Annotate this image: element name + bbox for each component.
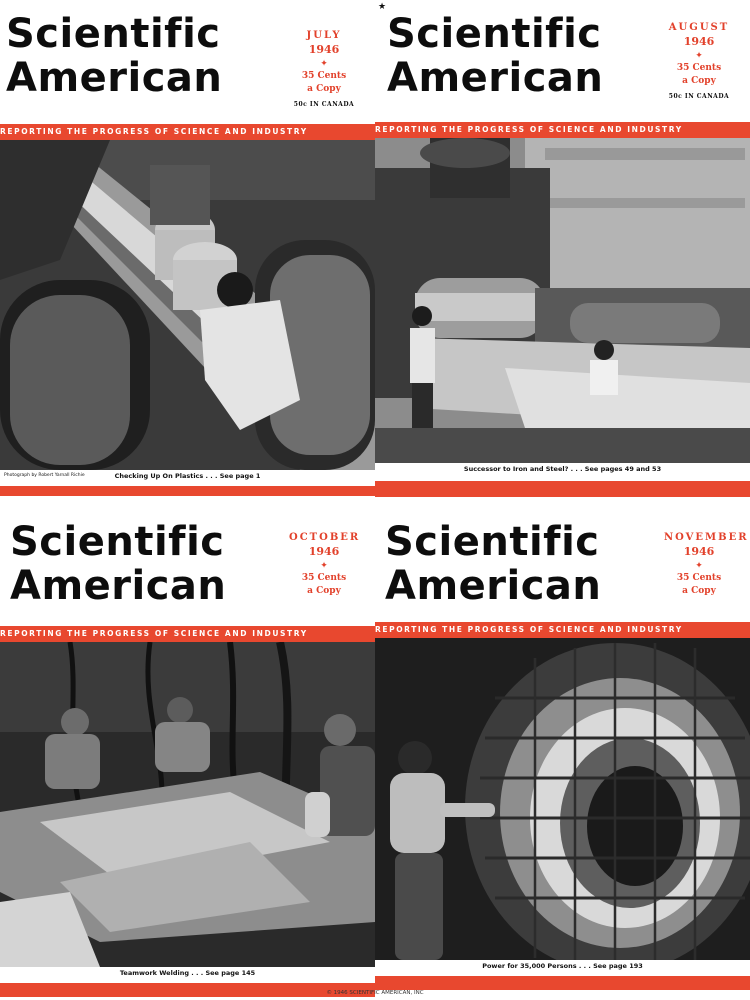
issue-year: 1946 (683, 545, 715, 558)
canada-price: 50c IN CANADA (293, 101, 355, 108)
caption-area (0, 967, 375, 981)
tagline-band: REPORTING THE PROGRESS OF SCIENCE AND INDUSTRY (375, 622, 750, 638)
cover-caption: Successor to Iron and Steel? . . . See pages 49 and 53 (463, 465, 662, 473)
masthead-line2: American (385, 563, 602, 609)
cover-photo (0, 140, 375, 470)
issue-info (664, 532, 749, 597)
masthead (6, 12, 222, 100)
bottom-bar (0, 486, 375, 496)
issue-month: NOVEMBER (664, 532, 749, 543)
caption-area (0, 470, 375, 484)
star-icon: ✦ (320, 59, 328, 69)
issue-info (289, 532, 359, 597)
tagline-band: REPORTING THE PROGRESS OF SCIENCE AND INDUSTRY (0, 124, 375, 140)
star-icon: ✦ (695, 561, 703, 571)
caption-area (375, 463, 750, 477)
issue-year: 1946 (308, 545, 340, 558)
masthead-line1: Scientific (10, 519, 225, 565)
tagline-band: REPORTING THE PROGRESS OF SCIENCE AND INDUSTRY (0, 626, 375, 642)
masthead (10, 520, 226, 608)
issue-month: OCTOBER (289, 532, 361, 543)
price-line2: a Copy (682, 76, 716, 86)
copyright-notice: © 1946 SCIENTIFIC AMERICAN, INC (326, 990, 424, 996)
issue-year: 1946 (683, 35, 715, 48)
cover-photo (0, 642, 375, 967)
cover-photo (375, 138, 750, 463)
masthead (387, 12, 603, 100)
photo-credit: Photograph by Robert Yarnall Richie (4, 473, 85, 478)
bottom-bar (375, 976, 750, 990)
price-line1: 35 Cents (676, 573, 722, 583)
masthead-line1: Scientific (6, 11, 221, 57)
tagline-band: REPORTING THE PROGRESS OF SCIENCE AND INDUSTRY (375, 122, 750, 138)
issue-info (289, 30, 359, 108)
issue-month: AUGUST (668, 22, 730, 33)
masthead-line1: Scientific (385, 519, 600, 565)
price-line2: a Copy (682, 586, 716, 596)
cover-caption: Power for 35,000 Persons . . . See page 193 (482, 962, 643, 970)
bottom-bar (375, 481, 750, 497)
masthead-line2: American (387, 55, 604, 101)
issue-year: 1946 (308, 43, 340, 56)
cover-photo (375, 638, 750, 960)
cover-november (375, 500, 750, 1000)
star-icon: ★ (378, 2, 387, 12)
masthead (385, 520, 601, 608)
cover-july (0, 0, 375, 500)
cover-caption: Checking Up On Plastics . . . See page 1 (114, 472, 261, 480)
issue-info (664, 22, 734, 100)
star-icon: ✦ (695, 51, 703, 61)
canada-price: 50c IN CANADA (668, 93, 730, 100)
caption-area (375, 960, 750, 974)
price-line1: 35 Cents (301, 71, 347, 81)
price-line2: a Copy (307, 586, 341, 596)
cover-october (0, 500, 375, 1000)
price-line1: 35 Cents (676, 63, 722, 73)
star-icon: ✦ (320, 561, 328, 571)
masthead-line2: American (6, 55, 223, 101)
price-line2: a Copy (307, 84, 341, 94)
masthead-line1: Scientific (387, 11, 602, 57)
masthead-line2: American (10, 563, 227, 609)
issue-month: JULY (306, 30, 342, 41)
cover-august (375, 0, 750, 500)
price-line1: 35 Cents (301, 573, 347, 583)
cover-caption: Teamwork Welding . . . See page 145 (119, 969, 256, 977)
